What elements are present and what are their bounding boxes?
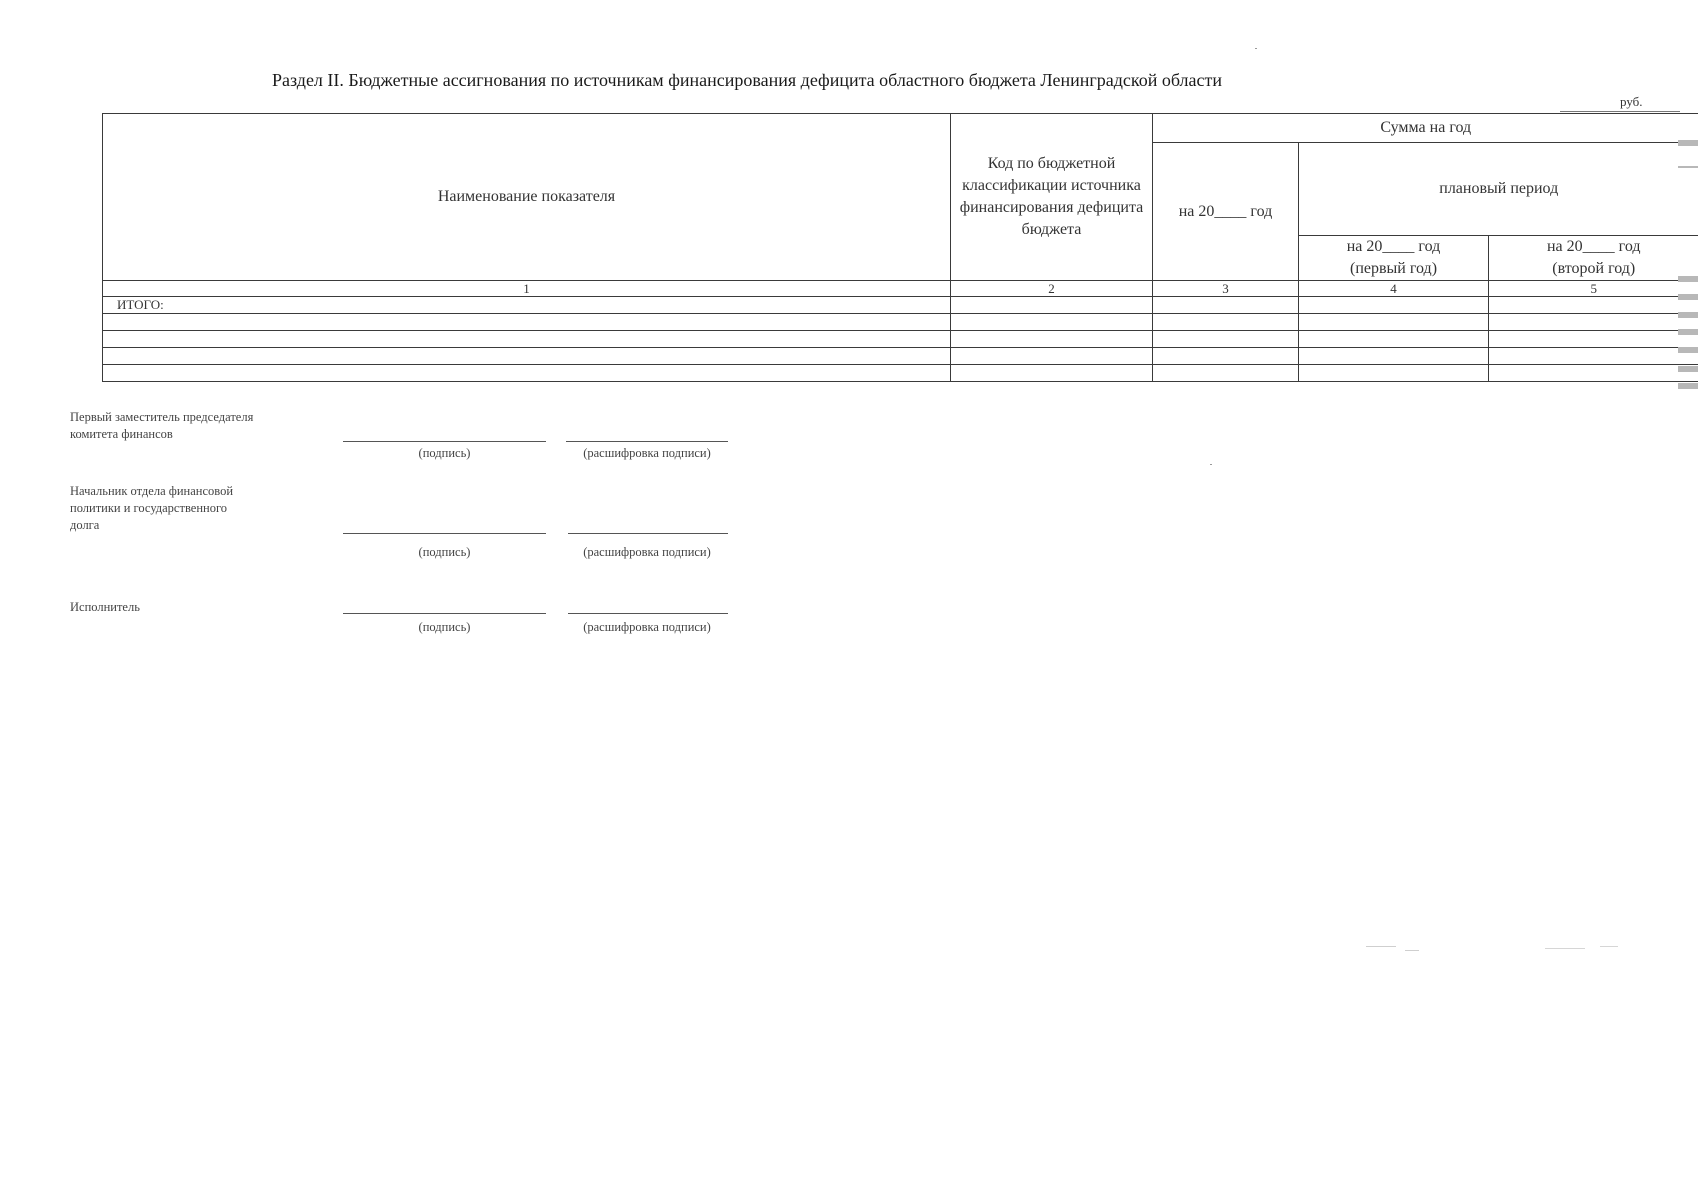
table-cell <box>1489 314 1698 331</box>
table-cell <box>1299 331 1489 348</box>
header-planned-period: плановый период <box>1299 143 1698 236</box>
scan-speck <box>1255 48 1257 49</box>
signature-decode-line[interactable] <box>568 613 728 614</box>
section-title: Раздел II. Бюджетные ассигнования по источникам финансирования дефицита областного бюджета Ленинградской области <box>272 70 1223 90</box>
signature-decode-caption: (расшифровка подписи) <box>583 620 711 634</box>
table-cell <box>103 365 951 382</box>
table-cell <box>1153 297 1299 314</box>
unit-underline <box>1560 111 1680 112</box>
table-row <box>103 314 1698 331</box>
table-cell <box>951 348 1153 365</box>
signer-position-executor: Исполнитель <box>70 600 140 614</box>
table-cell <box>1489 331 1698 348</box>
signature-line[interactable] <box>343 613 546 614</box>
table-row <box>103 297 1698 314</box>
signature-decode-caption: (расшифровка подписи) <box>583 446 711 460</box>
scan-mark <box>1678 329 1698 335</box>
column-number: 2 <box>951 281 1153 297</box>
scan-mark <box>1678 312 1698 318</box>
scan-mark <box>1678 294 1698 300</box>
header-sum: Сумма на год <box>1153 114 1698 143</box>
table-cell <box>1489 297 1698 314</box>
table-cell <box>1299 314 1489 331</box>
signature-decode-caption: (расшифровка подписи) <box>583 545 711 559</box>
table-row <box>103 348 1698 365</box>
table-cell <box>103 331 951 348</box>
row-label-total: ИТОГО: <box>103 297 951 314</box>
table-cell <box>1299 297 1489 314</box>
table-row <box>103 365 1698 382</box>
scan-speck <box>1600 946 1618 947</box>
column-number: 1 <box>103 281 951 297</box>
table-cell <box>951 365 1153 382</box>
scan-edge-marks <box>1678 0 1698 400</box>
signature-decode-line[interactable] <box>568 533 728 534</box>
table-cell <box>103 314 951 331</box>
header-year-first-note: (первый год) <box>1349 260 1438 277</box>
table-cell <box>951 297 1153 314</box>
currency-unit: руб. <box>1620 94 1643 109</box>
scan-speck <box>1545 948 1585 949</box>
header-year-second-label: на 20____ год <box>1546 238 1641 255</box>
scan-speck <box>1210 464 1212 465</box>
column-number-row <box>103 281 1698 297</box>
signature-line[interactable] <box>343 441 546 442</box>
signature-caption: (подпись) <box>418 446 471 460</box>
scan-speck <box>1366 946 1396 947</box>
scan-mark <box>1678 140 1698 146</box>
header-year-second-note: (второй год) <box>1552 260 1636 277</box>
table-row <box>103 331 1698 348</box>
scan-mark <box>1678 276 1698 282</box>
table-cell <box>103 348 951 365</box>
signature-decode-line[interactable] <box>566 441 728 442</box>
signature-caption: (подпись) <box>418 545 471 559</box>
table-cell <box>1299 365 1489 382</box>
header-year-first-label: на 20____ год <box>1346 238 1441 255</box>
column-number: 3 <box>1153 281 1299 297</box>
signer-position-department-head: Начальник отдела финансовой политики и государственного долга <box>70 484 234 532</box>
header-code: Код по бюджетной классификации источника финансирования дефицита бюджета <box>951 114 1153 281</box>
signer-position-first-deputy: Первый заместитель председателя комитета финансов <box>70 410 254 441</box>
scan-speck <box>1405 950 1419 951</box>
table-cell <box>1489 365 1698 382</box>
signature-line[interactable] <box>343 533 546 534</box>
header-year-first <box>1299 236 1489 281</box>
column-number: 5 <box>1489 281 1698 297</box>
table-cell <box>1153 365 1299 382</box>
table-cell <box>1153 348 1299 365</box>
table-cell <box>1489 348 1698 365</box>
scan-mark <box>1678 383 1698 389</box>
column-number: 4 <box>1299 281 1489 297</box>
table-cell <box>1299 348 1489 365</box>
header-name: Наименование показателя <box>103 114 951 281</box>
scan-mark <box>1678 347 1698 353</box>
table-cell <box>951 331 1153 348</box>
header-year-current: на 20____ год <box>1153 143 1299 281</box>
table-cell <box>1153 314 1299 331</box>
table-cell <box>1153 331 1299 348</box>
table-cell <box>951 314 1153 331</box>
scan-mark <box>1678 366 1698 372</box>
budget-sources-table <box>102 113 1698 382</box>
signature-caption: (подпись) <box>418 620 471 634</box>
header-year-second <box>1489 236 1698 281</box>
scan-mark <box>1678 166 1698 168</box>
